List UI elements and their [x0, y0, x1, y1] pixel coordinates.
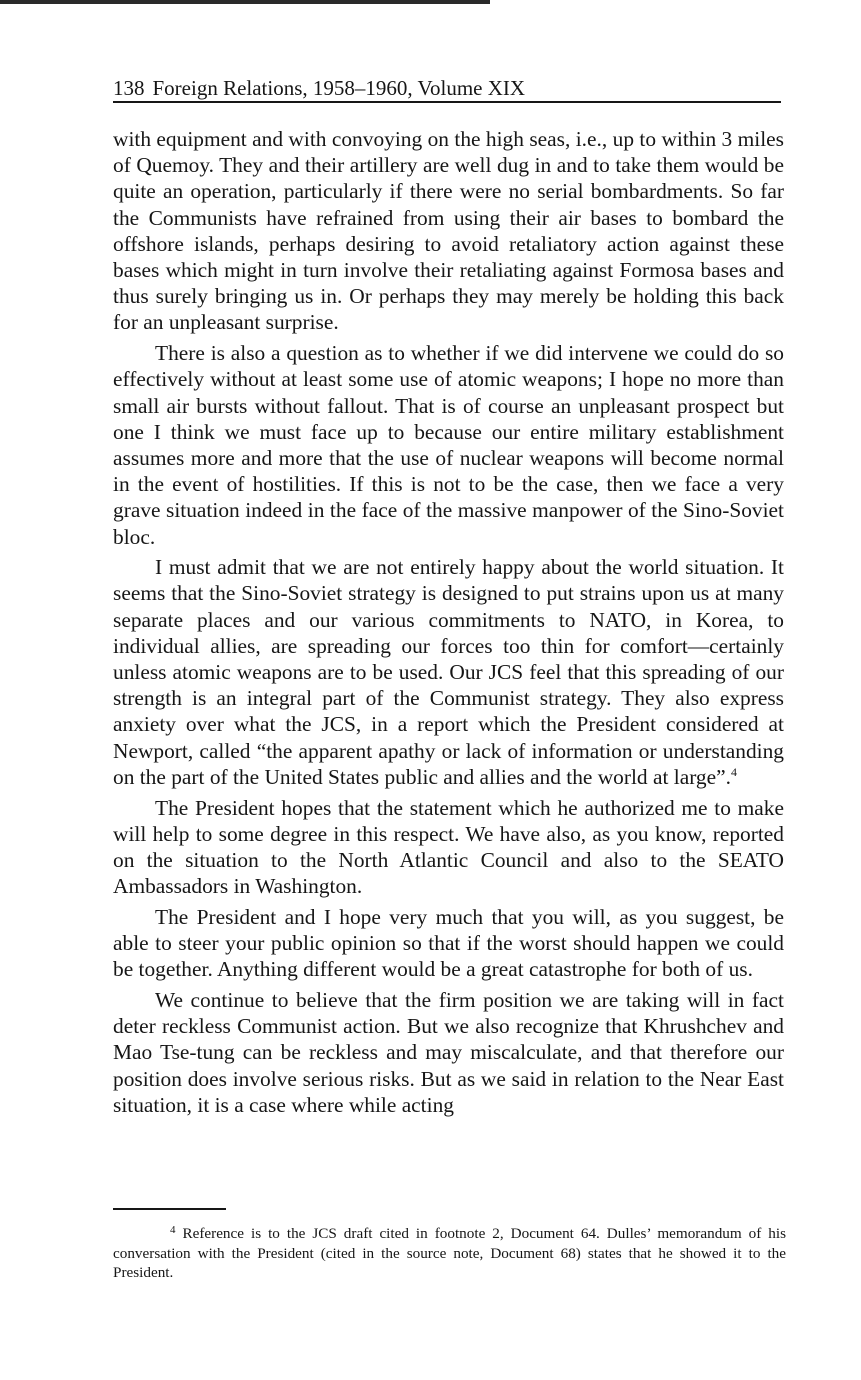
footnote: [113, 1224, 786, 1283]
footnote-reference: 4: [730, 764, 737, 779]
paragraph-5: The President and I hope very much that you will, as you suggest, be able to steer your public opinion so that if the worst should happen we could be together. Anything different would be a great catastrophe for both of us.: [113, 904, 784, 982]
header-rule: [113, 101, 781, 103]
document-body: [113, 126, 784, 1123]
footnote-rule: [113, 1208, 226, 1210]
footnote-marker: 4: [170, 1224, 176, 1236]
paragraph-2: There is also a question as to whether if we did intervene we could do so effectively without at least some use of atomic weapons; I hope no more than small air bursts without fallout. That is of course an unpleasant prospect but one I think we must face up to because our entire military establishment assumes more and more that the use of nuclear weapons will become normal in the event of hostilities. If this is not to be the case, then we face a very grave situation indeed in the face of the massive manpower of the Sino-Soviet bloc.: [113, 341, 784, 549]
volume-title: Foreign Relations, 1958–1960, Volume XIX: [152, 76, 526, 100]
paragraph-6: We continue to believe that the firm position we are taking will in fact deter reckless Communist action. But we also recognize that Khrushchev and Mao Tse-tung can be reckless and may miscalculate, and that therefore our position does involve serious risks. But as we said in relation to the Near East situation, it is a case where while acting: [113, 988, 784, 1117]
footnote-text: Reference is to the JCS draft cited in footnote 2, Document 64. Dulles’ memorandum of his conversation with the President (cited in the source note, Document 68) states that he showed it to the President.: [113, 1225, 786, 1281]
page-number: 138: [113, 76, 145, 100]
top-edge-rule: [0, 0, 490, 4]
paragraph-1: with equipment and with convoying on the high seas, i.e., up to within 3 miles of Quemoy. They and their artillery are well dug in and to take them would be quite an operation, particularly if there were no serial bombardments. So far the Communists have refrained from using their air bases to bombard the offshore islands, perhaps desiring to avoid retaliatory action against these bases which might in turn involve their retaliating against Formosa bases and thus surely bringing us in. Or perhaps they may merely be holding this back for an unpleasant surprise.: [113, 127, 784, 335]
running-head: [113, 76, 781, 102]
paragraph-3-text: I must admit that we are not entirely happy about the world situation. It seems that the Sino-Soviet strategy is designed to put strains upon us at many separate places and our various commitments to NATO, in Korea, to individual allies, are spreading our forces too thin for comfort—certainly unless atomic weapons are to be used. Our JCS feel that this spreading of our strength is an integral part of the Communist strategy. They also express anxiety over what the JCS, in a report which the President considered at Newport, called “the apparent apathy or lack of information or understanding on the part of the United States public and allies and the world at large”.: [113, 555, 784, 789]
paragraph-4: The President hopes that the statement which he authorized me to make will help to some degree in this respect. We have also, as you know, reported on the situation to the North Atlantic Council and also to the SEATO Ambassadors in Washington.: [113, 795, 784, 899]
paragraph-3: [113, 554, 784, 790]
